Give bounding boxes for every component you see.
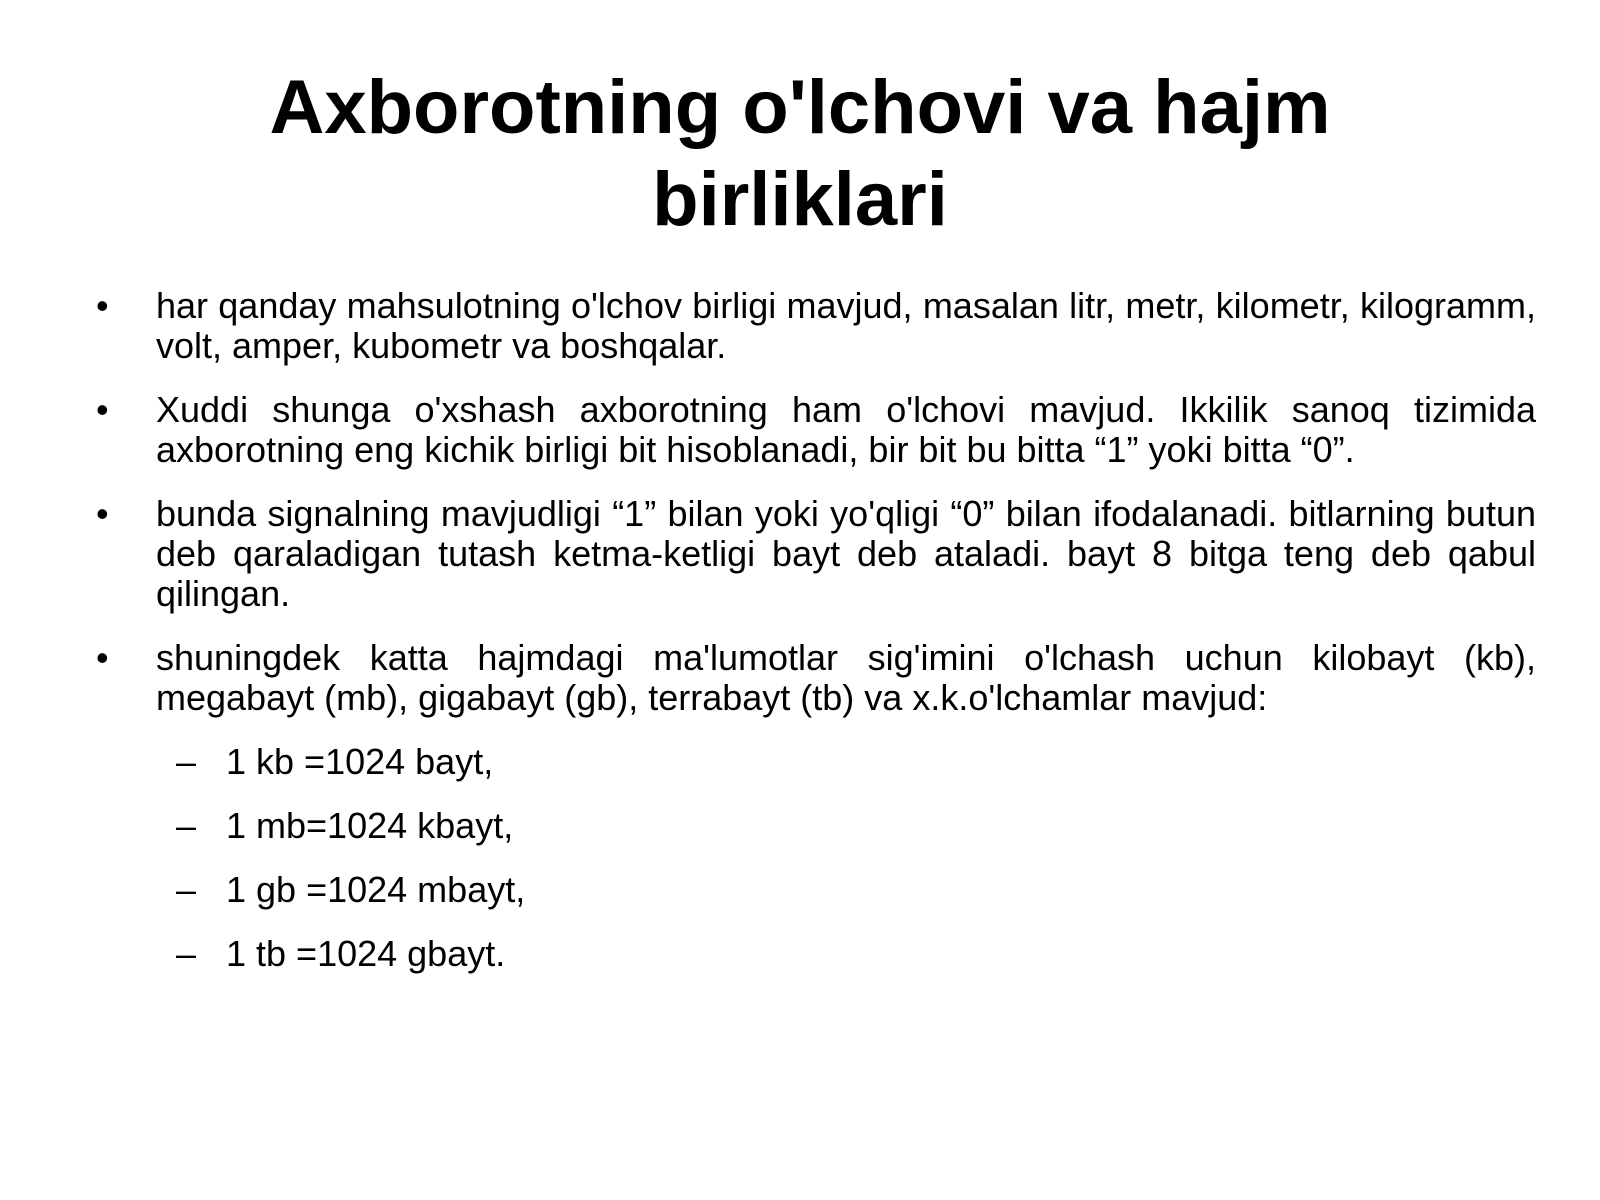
sub-text: 1 gb =1024 mbayt,: [226, 869, 526, 910]
sub-marker: –: [176, 805, 197, 846]
bullet-item: [96, 390, 1536, 470]
sub-item: [96, 806, 1536, 846]
sub-text: 1 kb =1024 bayt,: [226, 741, 494, 782]
sub-text: 1 tb =1024 gbayt.: [226, 933, 506, 974]
bullet-item: [96, 638, 1536, 718]
sub-item: [96, 742, 1536, 782]
sub-item: [96, 870, 1536, 910]
bullet-text: Xuddi shunga o'xshash axborotning ham o'lchovi mavjud. Ikkilik sanoq tizimida axborotning eng kichik birligi bit hisoblanadi, bir bit bu bitta “1” yoki bitta “0”.: [156, 389, 1536, 470]
bullet-item: [96, 494, 1536, 614]
sub-marker: –: [176, 741, 197, 782]
bullet-item: [96, 286, 1536, 366]
bullet-text: shuningdek katta hajmdagi ma'lumotlar sig'imini o'lchash uchun kilobayt (kb), megabayt (mb), gigabayt (gb), terrabayt (tb) va x.k.o'lchamlar mavjud:: [156, 637, 1536, 718]
sub-marker: –: [176, 869, 197, 910]
bullet-text: bunda signalning mavjudligi “1” bilan yoki yo'qligi “0” bilan ifodalanadi. bitlarning butun deb qaraladigan tutash ketma-ketligi bayt deb ataladi. bayt 8 bitga teng deb qabul qilingan.: [156, 493, 1536, 614]
sub-item: [96, 934, 1536, 974]
sub-text: 1 mb=1024 kbayt,: [226, 805, 514, 846]
bullet-marker: •: [96, 493, 109, 534]
bullet-text: har qanday mahsulotning o'lchov birligi mavjud, masalan litr, metr, kilometr, kilogramm, volt, amper, kubometr va boshqalar.: [156, 285, 1536, 366]
bullet-marker: •: [96, 389, 109, 430]
sub-marker: –: [176, 933, 197, 974]
slide-title: Axborotning o'lchovi va hajm birliklari: [269, 65, 1331, 242]
slide-body: [96, 286, 1536, 998]
bullet-marker: •: [96, 637, 109, 678]
bullet-marker: •: [96, 285, 109, 326]
